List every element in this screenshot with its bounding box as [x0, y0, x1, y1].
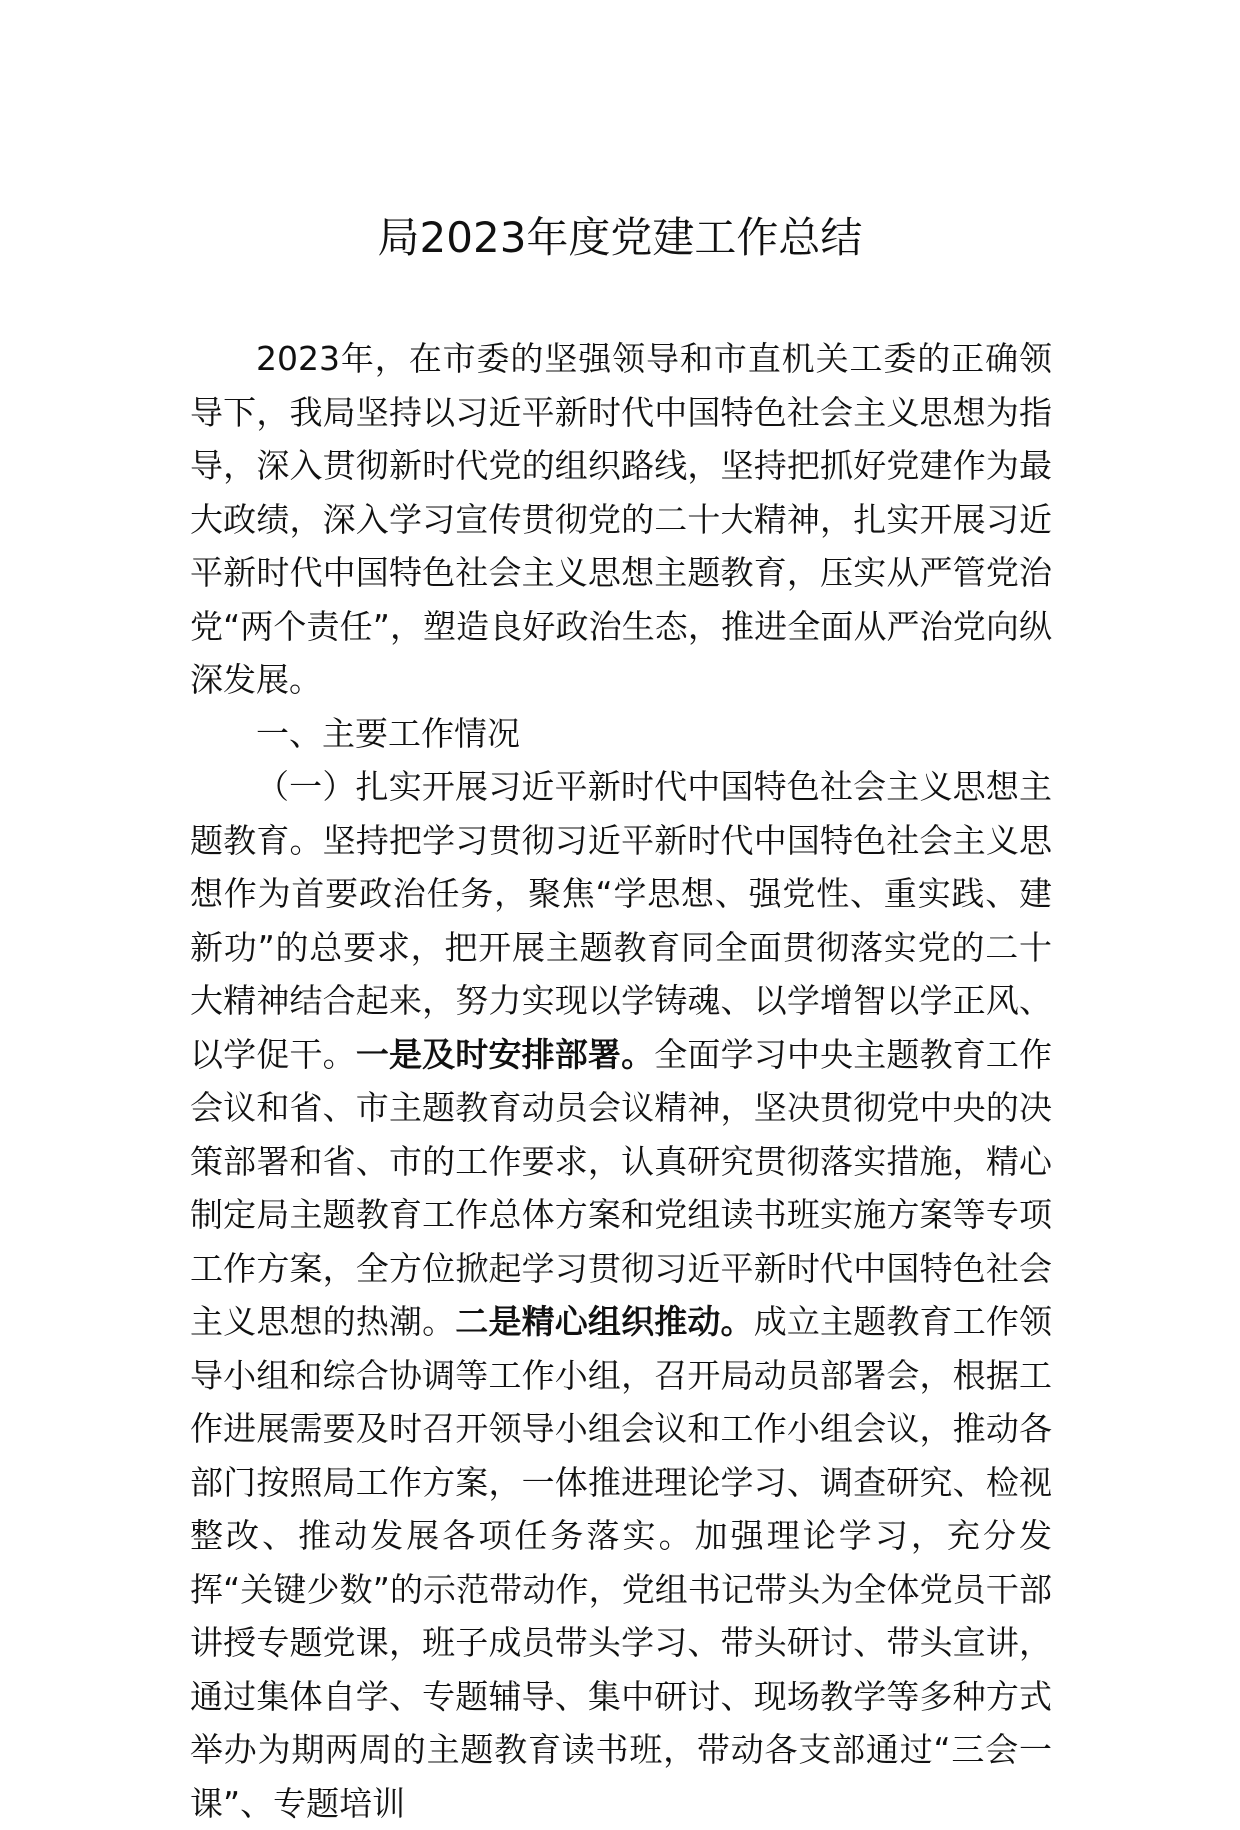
bold-point-2: 二是精心组织推动。: [455, 1302, 754, 1341]
paragraph-text: 成立主题教育工作领导小组和综合协调等工作小组，召开局动员部署会，根据工作进展需要及时召开领导小组会议和工作小组会议，推动各部门按照局工作方案，一体推进理论学习、调查研究、检视整改、推动发展各项任务落实。加强理论学习，充分发挥“关键少数”的示范带动作，党组书记带头为全体党员干部讲授专题党课，班子成员带头学习、带头研讨、带头宣讲，通过集体自学、专题辅导、集中研讨、现场教学等多种方式举办为期两周的主题教育读书班，带动各支部通过“三会一课”、专题培训: [190, 1302, 1053, 1823]
bold-point-1: 一是及时安排部署。: [355, 1034, 655, 1074]
paragraph-text: 全面学习中央主题教育工作会议和省、市主题教育动员会议精神，坚决贯彻党中央的决策部署和省、市的工作要求，认真研究贯彻落实措施，精心制定局主题教育工作总体方案和党组读书班实施方案等专项工作方案，全方位掀起学习贯彻习近平新时代中国特色社会主义思想的热潮。: [190, 1034, 1053, 1341]
subsection-paragraph: [190, 760, 1052, 1830]
section-heading: 一、主要工作情况: [256, 713, 520, 753]
document-title: 局2023年度党建工作总结: [377, 213, 863, 262]
paragraph-text: （一）扎实开展习近平新时代中国特色社会主义思想主题教育。坚持把学习贯彻习近平新时代中国特色社会主义思想作为首要政治任务，聚焦“学思想、强党性、重实践、建新功”的总要求，把开展主题教育同全面贯彻落实党的二十大精神结合起来，努力实现以学铸魂、以学增智以学正风、以学促干。: [190, 767, 1052, 1074]
document-body: [190, 332, 1052, 1830]
intro-paragraph: 2023年，在市委的坚强领导和市直机关工委的正确领导下，我局坚持以习近平新时代中国特色社会主义思想为指导，深入贯彻新时代党的组织路线，坚持把抓好党建作为最大政绩，深入学习宣传贯彻党的二十大精神，扎实开展习近平新时代中国特色社会主义思想主题教育，压实从严管党治党“两个责任”，塑造良好政治生态，推进全面从严治党向纵深发展。: [190, 339, 1052, 699]
